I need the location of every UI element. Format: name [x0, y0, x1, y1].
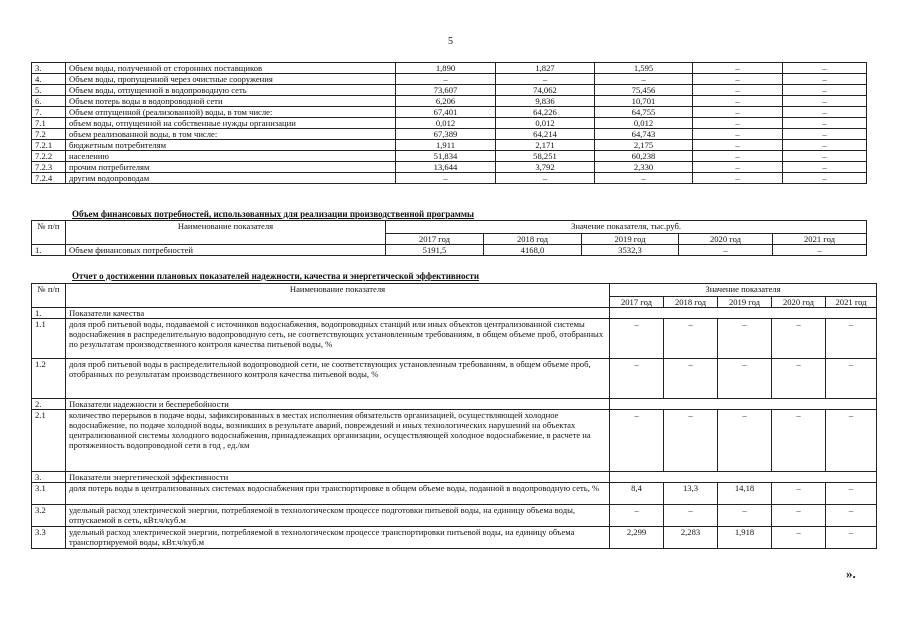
- row-value: –: [772, 359, 826, 399]
- row-number: 1.: [32, 245, 66, 256]
- row-number: 1.2: [32, 359, 66, 399]
- row-value: 64,743: [595, 129, 693, 140]
- row-name: доля потерь воды в централизованных системах водоснабжения при транспортировке в общем объеме воды, поданной в водопроводную сеть, %: [66, 483, 610, 505]
- row-number: 2.1: [32, 410, 66, 472]
- row-value: 3532,3: [582, 245, 679, 256]
- table-row: [32, 359, 877, 399]
- row-value: 1,595: [595, 63, 693, 74]
- row-value: 0,012: [496, 118, 595, 129]
- row-name: прочим потребителям: [66, 162, 396, 173]
- row-name: Показатели надежности и бесперебойности: [66, 399, 610, 410]
- row-value: –: [826, 319, 877, 359]
- row-value: –: [826, 483, 877, 505]
- report-col-name: Наименование показателя: [66, 284, 610, 308]
- finance-col-name: Наименование показателя: [66, 221, 386, 245]
- row-value: –: [693, 74, 783, 85]
- row-name: доля проб питьевой воды в распределительной водопроводной сети, не соответствующих установленным требованиям, в общем объеме проб, отобранных по результатам производственного контроля качества питьевой воды, %: [66, 359, 610, 399]
- row-value: 10,701: [595, 96, 693, 107]
- row-value: –: [693, 151, 783, 162]
- row-value: –: [496, 74, 595, 85]
- row-value: –: [693, 85, 783, 96]
- section-empty-cell: [610, 308, 877, 319]
- row-name: Объем воды, пропущенной через очистные сооружения: [66, 74, 396, 85]
- row-number: 7.2.3: [32, 162, 66, 173]
- row-value: –: [693, 63, 783, 74]
- row-name: Объем отпущенной (реализованной) воды, в том числе:: [66, 107, 396, 118]
- row-number: 7.: [32, 107, 66, 118]
- year-header: 2020 год: [772, 297, 826, 308]
- row-value: –: [783, 85, 867, 96]
- row-value: –: [693, 107, 783, 118]
- row-value: –: [679, 245, 773, 256]
- row-value: 0,012: [595, 118, 693, 129]
- finance-col-value: Значение показателя, тыс.руб.: [386, 221, 867, 234]
- finance-title: Объем финансовых потребностей, использованных для реализации производственной программы: [72, 209, 475, 219]
- finance-col-num: № п/п: [32, 221, 66, 245]
- row-value: 6,206: [396, 96, 496, 107]
- row-value: –: [396, 74, 496, 85]
- table-row: [32, 410, 877, 472]
- row-name: Объем финансовых потребностей: [66, 245, 386, 256]
- row-value: 0,012: [396, 118, 496, 129]
- row-value: –: [610, 410, 664, 472]
- row-value: 64,226: [496, 107, 595, 118]
- row-value: 75,456: [595, 85, 693, 96]
- row-value: –: [826, 410, 877, 472]
- row-value: –: [396, 173, 496, 184]
- row-value: 3,792: [496, 162, 595, 173]
- closing-mark: ».: [846, 566, 856, 581]
- row-value: –: [664, 505, 718, 527]
- year-header: 2019 год: [718, 297, 772, 308]
- year-header: 2017 год: [610, 297, 664, 308]
- row-value: –: [718, 359, 772, 399]
- row-value: –: [783, 74, 867, 85]
- finance-table: [31, 220, 867, 256]
- row-value: 8,4: [610, 483, 664, 505]
- table-row: [32, 129, 867, 140]
- row-value: 67,401: [396, 107, 496, 118]
- row-value: 2,171: [496, 140, 595, 151]
- year-header: 2018 год: [664, 297, 718, 308]
- row-value: 51,834: [396, 151, 496, 162]
- row-number: 3.1: [32, 483, 66, 505]
- row-value: –: [664, 359, 718, 399]
- row-value: –: [783, 162, 867, 173]
- row-value: 1,911: [396, 140, 496, 151]
- row-value: –: [783, 140, 867, 151]
- year-header: 2021 год: [826, 297, 877, 308]
- row-number: 3.: [32, 63, 66, 74]
- row-value: –: [772, 483, 826, 505]
- row-value: –: [772, 410, 826, 472]
- table-row: [32, 173, 867, 184]
- page-number: 5: [448, 36, 453, 47]
- row-name: количество перерывов в подаче воды, зафиксированных в местах исполнения обязательств организацией, осуществляющей холодное водоснабжение, по подаче холодной воды, возникших в результате аварий, повреждений и иных технологических нарушений на объектах централизованной системы холодного водоснабжения, принадлежащих организации, осуществляющей холодное водоснабжение, в расчете на протяженность водопроводной сети в год , ед./км: [66, 410, 610, 472]
- row-value: –: [718, 410, 772, 472]
- report-col-num: № п/п: [32, 284, 66, 308]
- year-header: 2018 год: [484, 234, 582, 245]
- report-col-value: Значение показателя: [610, 284, 877, 297]
- row-value: 2,299: [610, 527, 664, 549]
- table-row: [32, 245, 867, 256]
- row-value: 1,890: [396, 63, 496, 74]
- row-value: –: [826, 359, 877, 399]
- row-number: 3.: [32, 472, 66, 483]
- row-value: –: [826, 505, 877, 527]
- row-value: 9,836: [496, 96, 595, 107]
- row-value: –: [783, 151, 867, 162]
- row-name: населению: [66, 151, 396, 162]
- row-value: 64,755: [595, 107, 693, 118]
- row-value: –: [718, 505, 772, 527]
- section-row: [32, 399, 877, 410]
- row-value: –: [496, 173, 595, 184]
- row-value: –: [664, 410, 718, 472]
- row-number: 7.2: [32, 129, 66, 140]
- year-header: 2020 год: [679, 234, 773, 245]
- row-name: удельный расход электрической энергии, потребляемой в технологическом процессе подготовки питьевой воды, на единицу объема воды, отпускаемой в сеть, кВт.ч/куб.м: [66, 505, 610, 527]
- row-value: 5191,5: [386, 245, 484, 256]
- report-table: [31, 283, 877, 549]
- row-name: удельный расход электрической энергии, потребляемой в технологическом процессе транспортировки питьевой воды, на единицу объема транспортируемой воды, кВт.ч/куб.м: [66, 527, 610, 549]
- row-value: –: [610, 359, 664, 399]
- row-value: –: [783, 96, 867, 107]
- row-value: 73,607: [396, 85, 496, 96]
- row-value: 2,175: [595, 140, 693, 151]
- section-row: [32, 308, 877, 319]
- row-number: 3.3: [32, 527, 66, 549]
- table-row: [32, 319, 877, 359]
- row-value: –: [595, 74, 693, 85]
- row-number: 3.2: [32, 505, 66, 527]
- row-value: –: [783, 63, 867, 74]
- row-number: 7.2.4: [32, 173, 66, 184]
- section-row: [32, 472, 877, 483]
- row-name: Показатели качества: [66, 308, 610, 319]
- table-row: [32, 118, 867, 129]
- row-value: 58,251: [496, 151, 595, 162]
- row-value: –: [595, 173, 693, 184]
- row-number: 7.2.2: [32, 151, 66, 162]
- table-row: [32, 107, 867, 118]
- row-value: –: [772, 319, 826, 359]
- row-value: 67,389: [396, 129, 496, 140]
- row-value: –: [718, 319, 772, 359]
- row-value: –: [783, 107, 867, 118]
- year-header: 2021 год: [773, 234, 867, 245]
- row-value: 14,18: [718, 483, 772, 505]
- row-value: 64,214: [496, 129, 595, 140]
- row-number: 1.: [32, 308, 66, 319]
- row-value: 74,062: [496, 85, 595, 96]
- row-value: –: [772, 505, 826, 527]
- water-volume-table: [31, 62, 867, 184]
- row-value: –: [773, 245, 867, 256]
- table-row: [32, 527, 877, 549]
- row-value: 13,644: [396, 162, 496, 173]
- row-name: Показатели энергетической эффективности: [66, 472, 610, 483]
- table-row: [32, 74, 867, 85]
- row-name: Объем воды, полученной от сторонних поставщиков: [66, 63, 396, 74]
- row-value: 1,827: [496, 63, 595, 74]
- row-value: 2,330: [595, 162, 693, 173]
- table-row: [32, 140, 867, 151]
- row-value: –: [693, 162, 783, 173]
- section-empty-cell: [610, 472, 877, 483]
- row-name: бюджетным потребителям: [66, 140, 396, 151]
- table-row: [32, 96, 867, 107]
- row-value: –: [693, 173, 783, 184]
- row-value: 1,918: [718, 527, 772, 549]
- row-name: Объем воды, отпущенной в водопроводную сеть: [66, 85, 396, 96]
- table-row: [32, 151, 867, 162]
- row-value: –: [610, 319, 664, 359]
- row-number: 4.: [32, 74, 66, 85]
- row-number: 7.2.1: [32, 140, 66, 151]
- row-value: –: [783, 129, 867, 140]
- row-number: 7.1: [32, 118, 66, 129]
- row-name: объем реализованной воды, в том числе:: [66, 129, 396, 140]
- row-value: 2,283: [664, 527, 718, 549]
- row-value: –: [693, 96, 783, 107]
- row-number: 1.1: [32, 319, 66, 359]
- year-header: 2019 год: [582, 234, 679, 245]
- row-value: –: [693, 118, 783, 129]
- row-value: 13,3: [664, 483, 718, 505]
- row-value: –: [826, 527, 877, 549]
- section-empty-cell: [610, 399, 877, 410]
- row-value: –: [772, 527, 826, 549]
- table-row: [32, 85, 867, 96]
- row-name: другим водопроводам: [66, 173, 396, 184]
- row-value: –: [664, 319, 718, 359]
- row-value: –: [610, 505, 664, 527]
- report-title: Отчет о достижении плановых показателей надежности, качества и энергетической эффективности: [72, 271, 480, 281]
- year-header: 2017 год: [386, 234, 484, 245]
- row-name: доля проб питьевой воды, подаваемой с источников водоснабжения, водопроводных станций или иных объектов централизованной системы водоснабжения в распределительную водопроводную сеть, не соответствующих установленным требованиям, в общем объеме проб, отобранных по результатам производственного контроля качества питьевой воды, %: [66, 319, 610, 359]
- table-row: [32, 162, 867, 173]
- row-number: 2.: [32, 399, 66, 410]
- row-name: Объем потерь воды в водопроводной сети: [66, 96, 396, 107]
- row-value: –: [693, 129, 783, 140]
- row-value: 60,238: [595, 151, 693, 162]
- table-row: [32, 63, 867, 74]
- row-value: –: [693, 140, 783, 151]
- table-row: [32, 483, 877, 505]
- row-number: 6.: [32, 96, 66, 107]
- row-value: –: [783, 118, 867, 129]
- table-row: [32, 505, 877, 527]
- row-value: 4168,0: [484, 245, 582, 256]
- row-name: объем воды, отпущенной на собственные нужды организации: [66, 118, 396, 129]
- row-number: 5.: [32, 85, 66, 96]
- row-value: –: [783, 173, 867, 184]
